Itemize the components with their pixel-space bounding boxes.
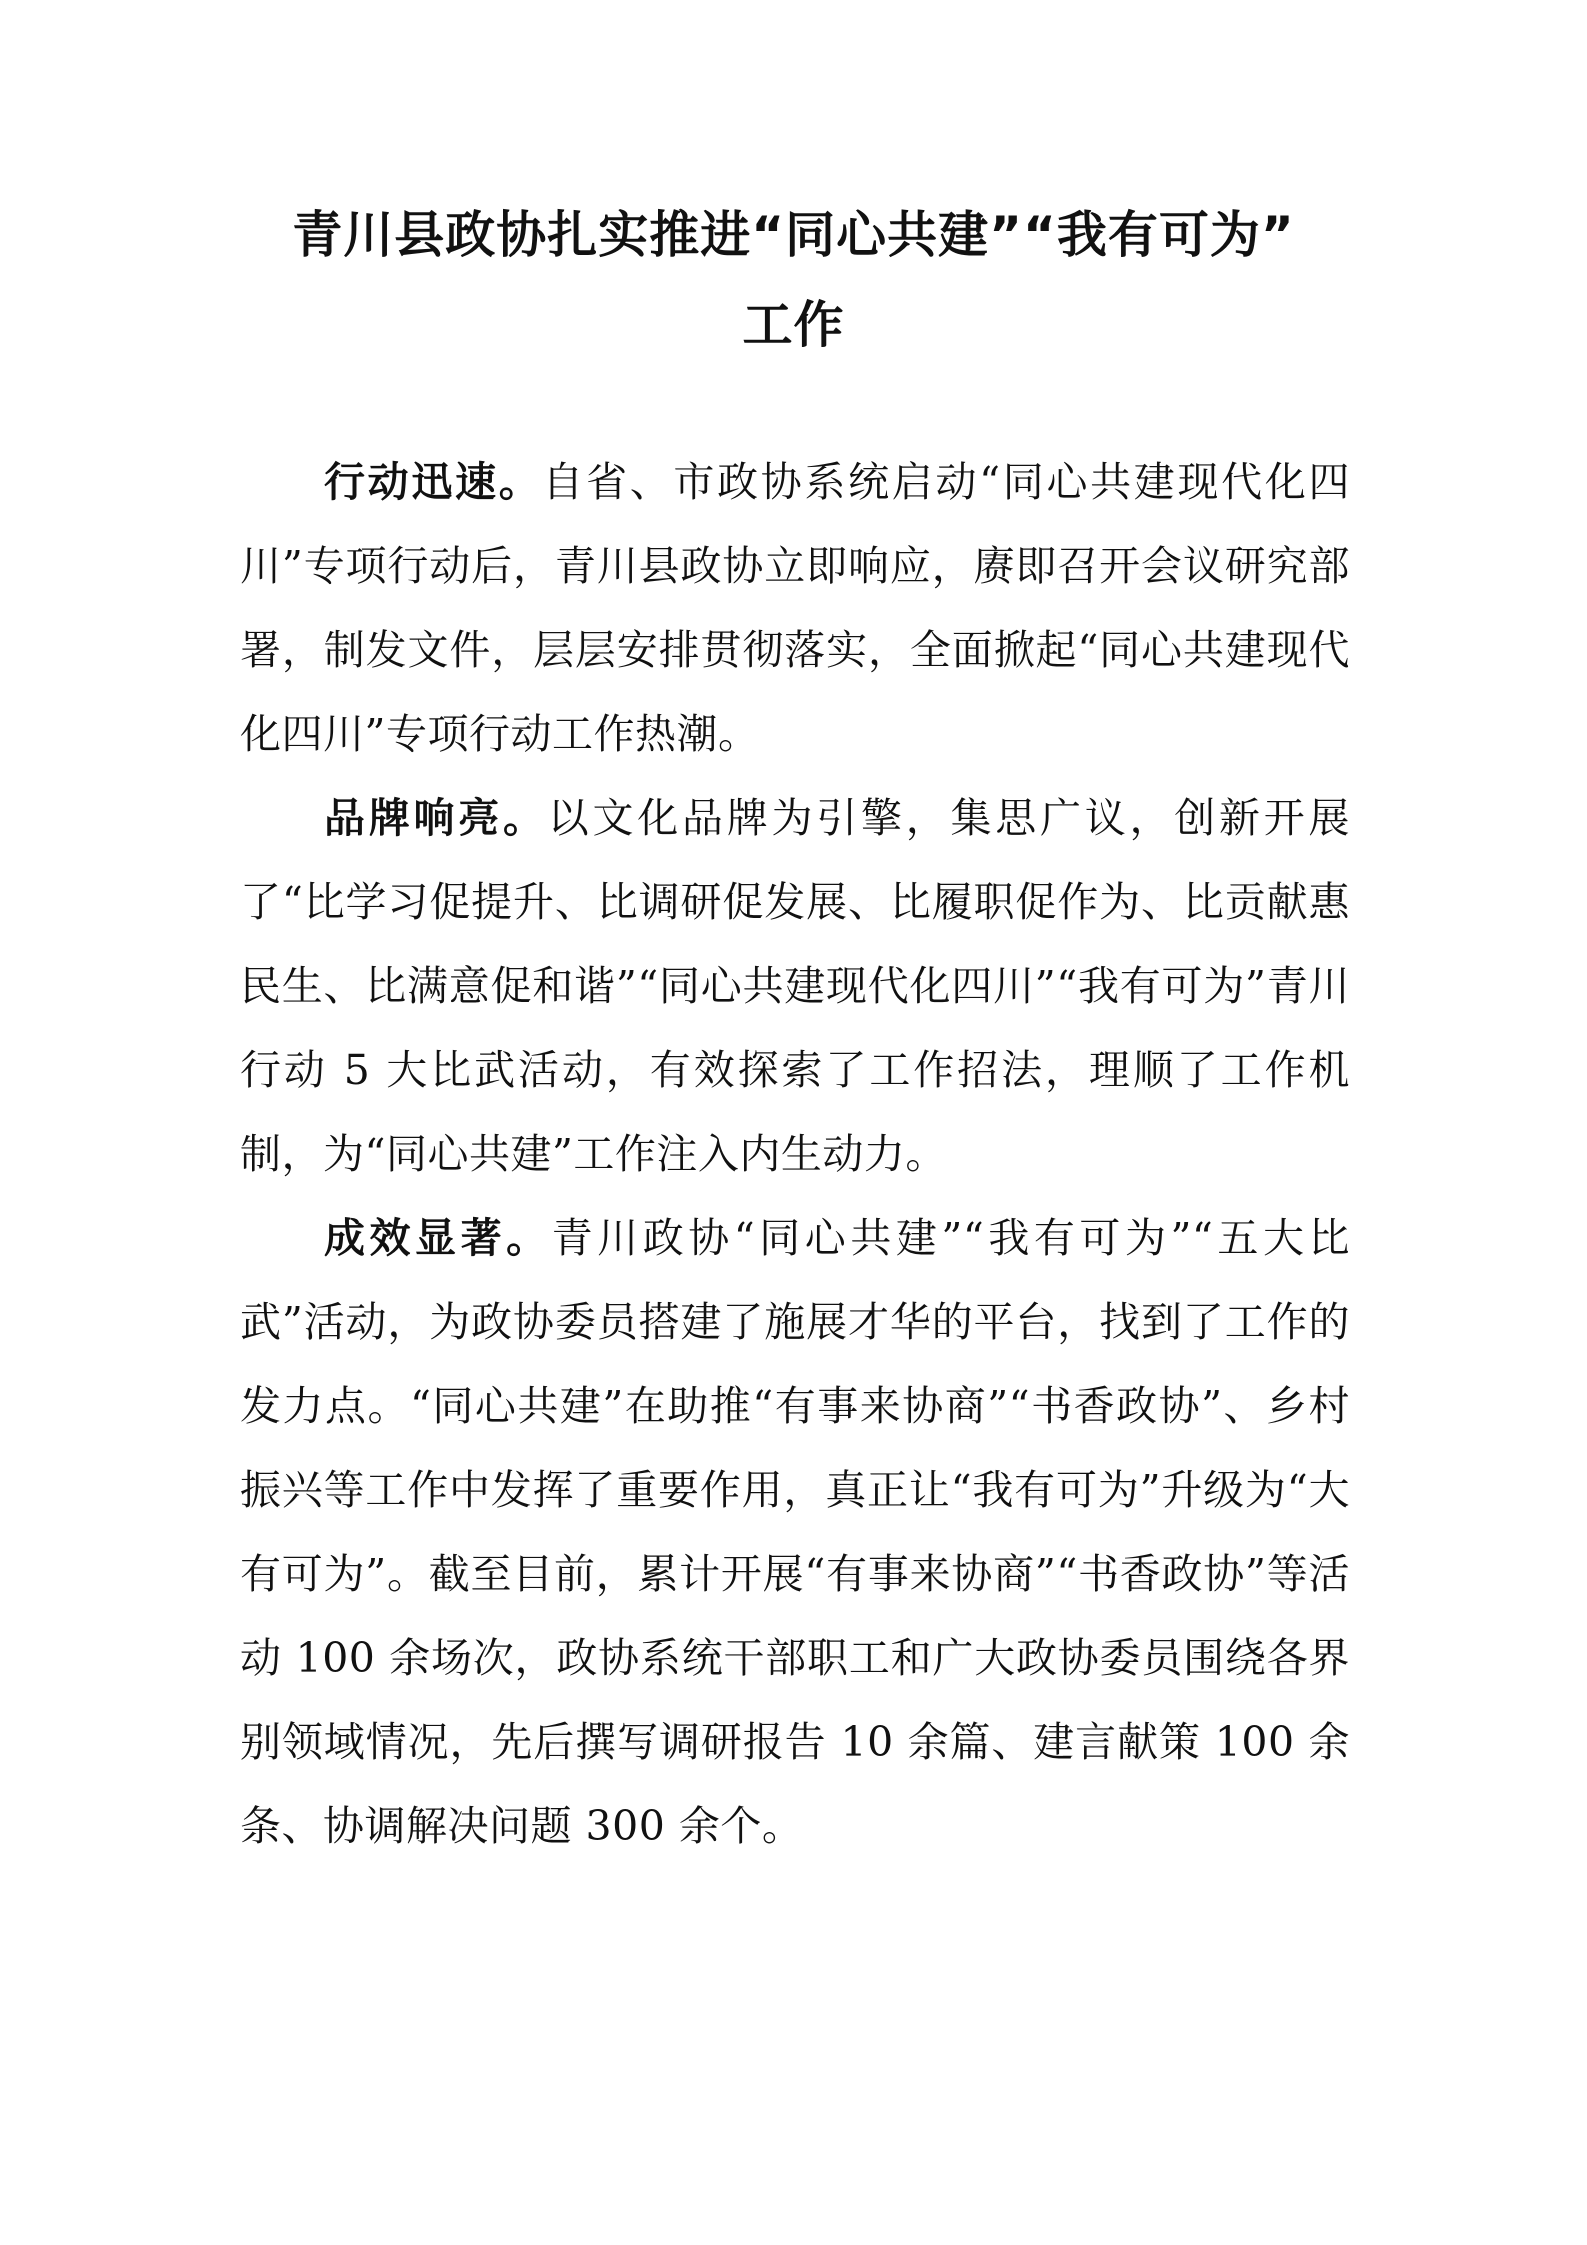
paragraph-text: 自省、市政协系统启动“同心共建现代化四川”专项行动后，青川县政协立即响应，赓即召开会议研究部署，制发文件，层层安排贯彻落实，全面掀起“同心共建现代化四川”专项行动工作热潮。 bbox=[240, 458, 1351, 758]
document-title bbox=[200, 190, 1387, 370]
paragraph-text: 青川政协“同心共建”“我有可为”“五大比武”活动，为政协委员搭建了施展才华的平台，找到了工作的发力点。“同心共建”在助推“有事来协商”“书香政协”、乡村振兴等工作中发挥了重要作用，真正让“我有可为”升级为“大有可为”。截至目前，累计开展“有事来协商”“书香政协”等活动 100 余场次，政协系统干部职工和广大政协委员围绕各界别领域情况，先后撰写调研报告 10 余篇、建言献策 100 余条、协调解决问题 300 余个。 bbox=[240, 1214, 1350, 1850]
paragraph-text: 以文化品牌为引擎，集思广议，创新开展了“比学习促提升、比调研促发展、比履职促作为、比贡献惠民生、比满意促和谐”“同心共建现代化四川”“我有可为”青川行动 5 大比武活动，有效探索了工作招法，理顺了工作机制，为“同心共建”工作注入内生动力。 bbox=[240, 794, 1350, 1178]
paragraph-lead: 行动迅速。 bbox=[324, 458, 543, 506]
paragraph-lead: 成效显著。 bbox=[324, 1214, 552, 1262]
title-line-2: 工作 bbox=[742, 296, 845, 354]
document-body bbox=[240, 440, 1350, 1868]
paragraph-results bbox=[240, 1196, 1350, 1868]
paragraph-action bbox=[240, 440, 1350, 776]
paragraph-brand bbox=[240, 776, 1350, 1196]
paragraph-lead: 品牌响亮。 bbox=[324, 794, 548, 842]
title-line-1: 青川县政协扎实推进“同心共建”“我有可为” bbox=[292, 206, 1295, 264]
